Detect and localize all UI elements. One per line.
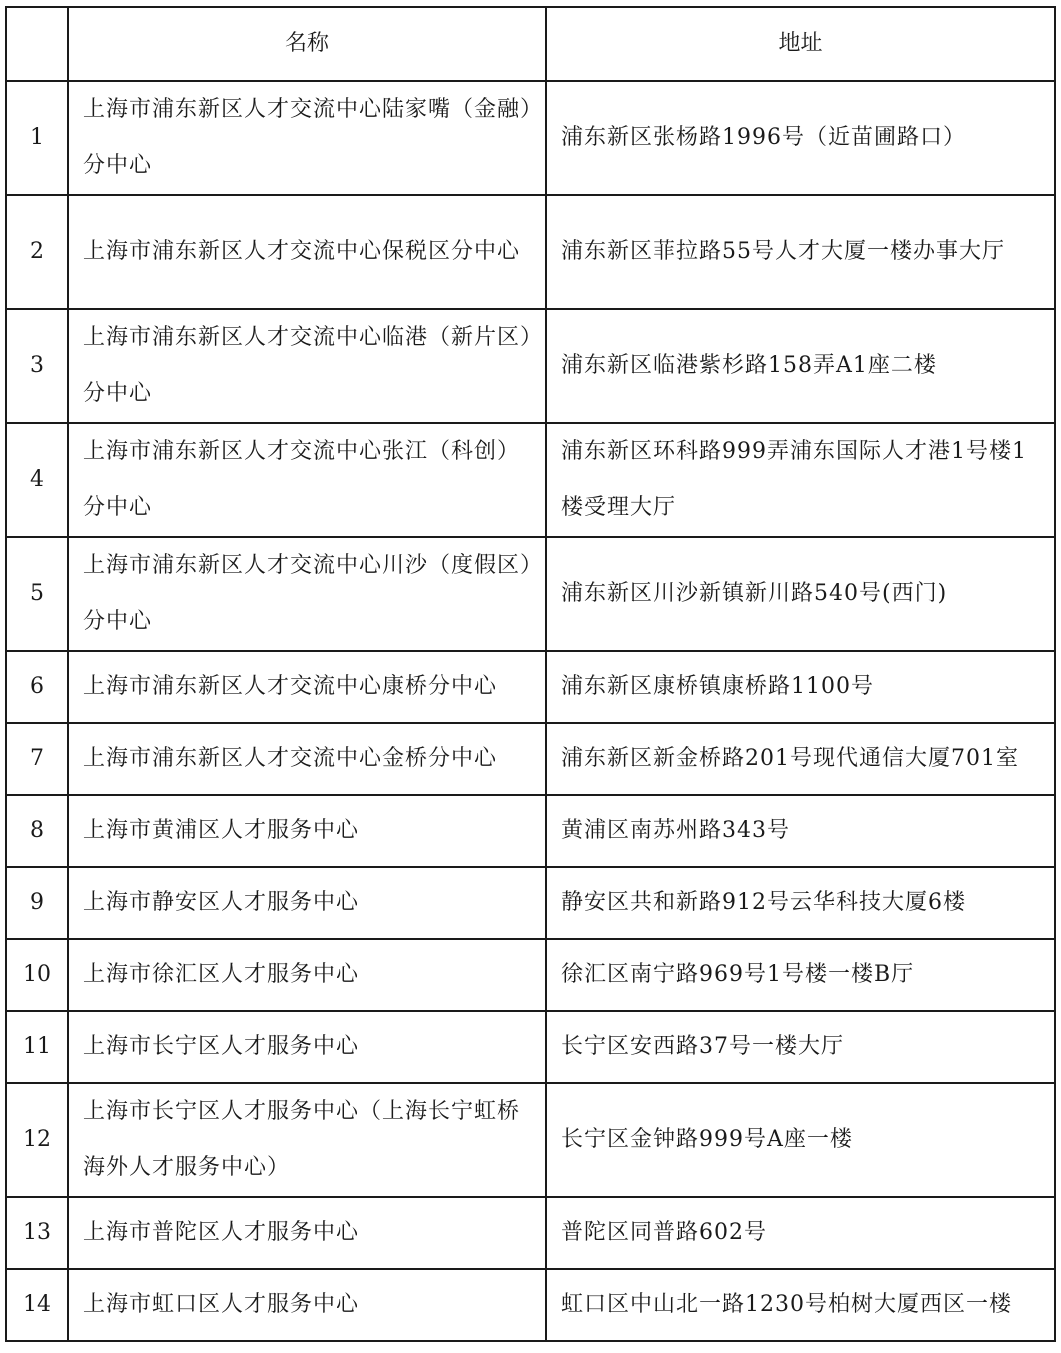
table-row — [6, 1011, 1055, 1083]
row-name: 上海市虹口区人才服务中心 — [68, 1269, 546, 1341]
row-number: 13 — [6, 1197, 68, 1269]
table-row — [6, 537, 1055, 651]
row-address: 浦东新区川沙新镇新川路540号(西门) — [546, 537, 1055, 651]
header-name: 名称 — [68, 7, 546, 81]
row-number: 7 — [6, 723, 68, 795]
row-number: 2 — [6, 195, 68, 309]
row-name: 上海市普陀区人才服务中心 — [68, 1197, 546, 1269]
header-index — [6, 7, 68, 81]
table-row — [6, 651, 1055, 723]
row-address: 浦东新区新金桥路201号现代通信大厦701室 — [546, 723, 1055, 795]
row-number: 8 — [6, 795, 68, 867]
table-row — [6, 723, 1055, 795]
row-number: 4 — [6, 423, 68, 537]
row-name: 上海市浦东新区人才交流中心康桥分中心 — [68, 651, 546, 723]
row-name: 上海市浦东新区人才交流中心陆家嘴（金融）分中心 — [68, 81, 546, 195]
row-name: 上海市长宁区人才服务中心 — [68, 1011, 546, 1083]
row-name: 上海市徐汇区人才服务中心 — [68, 939, 546, 1011]
table-row — [6, 309, 1055, 423]
row-number: 14 — [6, 1269, 68, 1341]
row-number: 6 — [6, 651, 68, 723]
row-address: 浦东新区菲拉路55号人才大厦一楼办事大厅 — [546, 195, 1055, 309]
row-name: 上海市黄浦区人才服务中心 — [68, 795, 546, 867]
row-number: 5 — [6, 537, 68, 651]
row-name: 上海市长宁区人才服务中心（上海长宁虹桥海外人才服务中心） — [68, 1083, 546, 1197]
row-number: 1 — [6, 81, 68, 195]
row-address: 黄浦区南苏州路343号 — [546, 795, 1055, 867]
table-row — [6, 81, 1055, 195]
table-row — [6, 795, 1055, 867]
table-row — [6, 1197, 1055, 1269]
row-address: 浦东新区临港紫杉路158弄A1座二楼 — [546, 309, 1055, 423]
row-address: 虹口区中山北一路1230号柏树大厦西区一楼 — [546, 1269, 1055, 1341]
row-number: 11 — [6, 1011, 68, 1083]
table-row — [6, 1083, 1055, 1197]
row-name: 上海市静安区人才服务中心 — [68, 867, 546, 939]
table-row — [6, 939, 1055, 1011]
row-address: 徐汇区南宁路969号1号楼一楼B厅 — [546, 939, 1055, 1011]
table-row — [6, 1269, 1055, 1341]
row-number: 9 — [6, 867, 68, 939]
row-number: 12 — [6, 1083, 68, 1197]
row-address: 静安区共和新路912号云华科技大厦6楼 — [546, 867, 1055, 939]
row-name: 上海市浦东新区人才交流中心临港（新片区）分中心 — [68, 309, 546, 423]
header-row — [6, 7, 1055, 81]
row-address: 浦东新区张杨路1996号（近苗圃路口） — [546, 81, 1055, 195]
row-address: 长宁区安西路37号一楼大厅 — [546, 1011, 1055, 1083]
row-name: 上海市浦东新区人才交流中心张江（科创）分中心 — [68, 423, 546, 537]
table-row — [6, 423, 1055, 537]
row-number: 3 — [6, 309, 68, 423]
row-name: 上海市浦东新区人才交流中心金桥分中心 — [68, 723, 546, 795]
row-address: 浦东新区环科路999弄浦东国际人才港1号楼1楼受理大厅 — [546, 423, 1055, 537]
row-number: 10 — [6, 939, 68, 1011]
row-address: 浦东新区康桥镇康桥路1100号 — [546, 651, 1055, 723]
row-name: 上海市浦东新区人才交流中心川沙（度假区）分中心 — [68, 537, 546, 651]
header-address: 地址 — [546, 7, 1055, 81]
address-table — [5, 6, 1056, 1342]
table-row — [6, 195, 1055, 309]
row-address: 长宁区金钟路999号A座一楼 — [546, 1083, 1055, 1197]
row-name: 上海市浦东新区人才交流中心保税区分中心 — [68, 195, 546, 309]
row-address: 普陀区同普路602号 — [546, 1197, 1055, 1269]
table-row — [6, 867, 1055, 939]
